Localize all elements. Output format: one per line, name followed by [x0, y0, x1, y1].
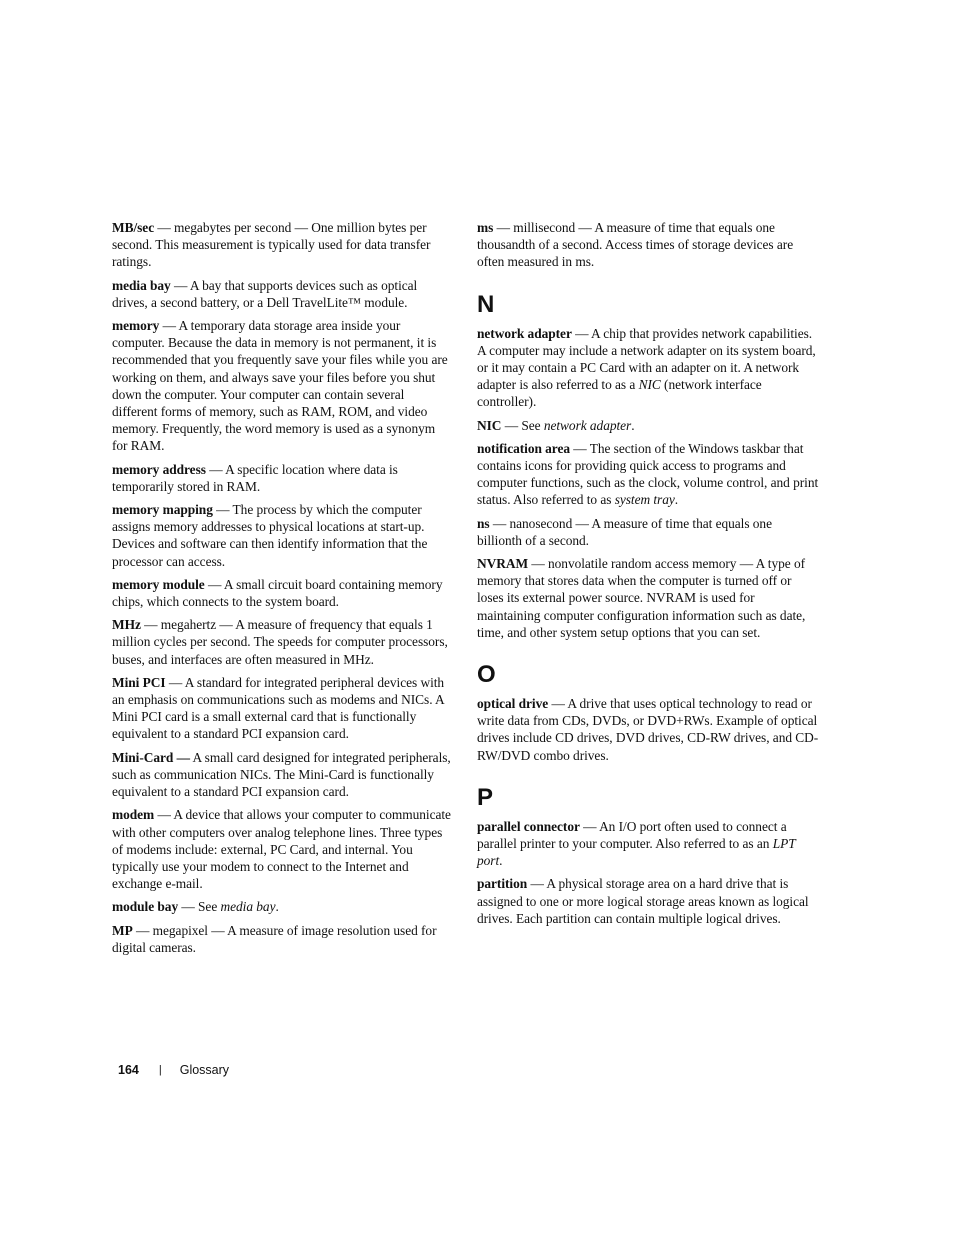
glossary-entry-modem: modem — A device that allows your computer to communicate with other computers over analog telephone lines. Three types of modems include: external, PC Card, and internal. You typically use your modem to connect to the Internet and exchange e-mail. — [112, 807, 451, 892]
term: MHz — [112, 617, 141, 633]
definition: An I/O port often used to connect a parallel printer to your computer. Also referred to as an — [477, 818, 787, 852]
definition: A small circuit board containing memory chips, which connects to the system board. — [112, 576, 443, 610]
cross-reference: media bay — [220, 899, 276, 915]
definition: millisecond — A measure of time that equals one thousandth of a second. Access times of storage devices are often measured in ms. — [477, 220, 794, 270]
glossary-entry-notification-area: notification area — The section of the Windows taskbar that contains icons for providing quick access to programs and computer functions, such as the clock, volume control, and print status. Also referred to as system tray. — [477, 440, 819, 508]
glossary-entry-memory-mapping: memory mapping — The process by which the computer assigns memory addresses to physical locations at start-up. Devices and software can then identify information that the processor can access. — [112, 502, 428, 569]
term: ns — [477, 515, 490, 531]
definition: A small card designed for integrated peripherals, such as communication NICs. The Mini-Card is functionally equivalent to a standard PCI expansion card. — [112, 749, 451, 800]
section-heading-n: N — [477, 290, 495, 318]
term: notification area — [477, 440, 570, 456]
term: memory — [112, 318, 160, 334]
page-number: 164 — [118, 1063, 139, 1077]
definition: nonvolatile random access memory — A type of memory that stores data when the computer is turned off or loses its external power source. NVRAM is used for maintaining computer configuration information such as date, time, and other system setup options that you can set. — [477, 556, 806, 640]
section-heading-p: P — [477, 783, 494, 811]
definition: nanosecond — A measure of time that equals one billionth of a second. — [477, 515, 772, 548]
term: NVRAM — [477, 556, 529, 572]
glossary-entry-partition: partition — A physical storage area on a hard drive that is assigned to one or more logical storage areas known as logical drives. Each partition can contain multiple logical drives. — [477, 876, 809, 926]
section-heading-o: O — [477, 661, 496, 689]
definition: megapixel — A measure of image resolution used for digital cameras. — [112, 922, 437, 955]
definition: megabytes per second — One million bytes per second. This measurement is typically used for data transfer ratings. — [112, 220, 431, 270]
definition: A physical storage area on a hard drive that is assigned to one or more logical storage areas known as logical drives. Each partition can contain multiple logical drives. — [477, 876, 809, 926]
definition: The section of the Windows taskbar that contains icons for providing quick access to programs and computer functions, such as the clock, volume control, and print status. Also referred to as — [477, 440, 819, 508]
term: MP — [112, 922, 133, 938]
glossary-entry-nic: NIC — See network adapter. — [477, 417, 635, 433]
term: memory mapping — [112, 502, 213, 518]
term: memory module — [112, 576, 205, 592]
definition: A device that allows your computer to communicate with other computers over analog telephone lines. Three types of modems include: external, PC Card, and internal. You typically use your modem to connect to the Internet and exchange e-mail. — [112, 807, 451, 892]
glossary-entry-mhz: MHz — megahertz — A measure of frequency that equals 1 million cycles per second. The speeds for computer processors, buses, and interfaces are often measured in MHz. — [112, 617, 448, 667]
term: MB/sec — [112, 220, 155, 235]
term: Mini-Card — [112, 749, 174, 765]
glossary-entry-mini-pci: Mini PCI — A standard for integrated peripheral devices with an emphasis on communications such as modems and NICs. A Mini PCI card is a small external card that is functionally equivalent to a standard PCI expansion card. — [112, 674, 445, 742]
glossary-entry-nvram: NVRAM — nonvolatile random access memory — A type of memory that stores data when the computer is turned off or loses its external power source. NVRAM is used for maintaining computer configuration information such as date, time, and other system setup options that you can set. — [477, 556, 806, 640]
cross-reference: system tray — [614, 492, 675, 508]
definition: A drive that uses optical technology to read or write data from CDs, DVDs, or DVD+RWs. Example of optical drives include CD drives, DVD drives, CD-RW drives, and CD-RW/DVD combo drives. — [477, 696, 819, 763]
glossary-entry-mb-sec: MB/sec — megabytes per second — One million bytes per second. This measurement is typically used for data transfer ratings. — [112, 220, 431, 270]
term: network adapter — [477, 325, 572, 341]
definition: The process by which the computer assigns memory addresses to physical locations at start-up. Devices and software can then identify information that the processor can access. — [112, 502, 428, 569]
glossary-entry-network-adapter: network adapter — A chip that provides network capabilities. A computer may include a network adapter on its system board, or it may contain a PC Card with an adapter on it. A network adapter is also referred to as a NIC (network interface controller). — [477, 325, 816, 410]
term: parallel connector — [477, 818, 580, 834]
left-column — [112, 219, 452, 962]
definition: A standard for integrated peripheral devices with an emphasis on communications such as modems and NICs. A Mini PCI card is a small external card that is functionally equivalent to a standard PCI expansion card. — [112, 674, 445, 742]
glossary-entry-memory-module: memory module — A small circuit board containing memory chips, which connects to the system board. — [112, 576, 443, 610]
right-column — [477, 219, 819, 933]
glossary-entry-media-bay: media bay — A bay that supports devices such as optical drives, a second battery, or a Dell TravelLite™ module. — [112, 277, 418, 310]
page-footer — [118, 1060, 229, 1080]
term: NIC — [477, 417, 502, 433]
definition: A chip that provides network capabilities. A computer may include a network adapter on its system board, or it may contain a PC Card with an adapter on it. A network adapter is also referred to as a — [477, 325, 816, 393]
definition: See — [521, 417, 544, 433]
footer-separator: | — [158, 1064, 162, 1076]
glossary-entry-ns: ns — nanosecond — A measure of time that equals one billionth of a second. — [477, 515, 772, 548]
term: ms — [477, 220, 494, 235]
term: module bay — [112, 899, 179, 915]
term: optical drive — [477, 696, 549, 712]
term: Mini PCI — [112, 674, 166, 690]
cross-reference: NIC — [638, 377, 661, 393]
glossary-entry-optical-drive: optical drive — A drive that uses optical technology to read or write data from CDs, DVDs, or DVD+RWs. Example of optical drives include CD drives, DVD drives, CD-RW drives, and CD-RW/DVD combo drives. — [477, 696, 819, 763]
glossary-entry-memory-address: memory address — A specific location where data is temporarily stored in RAM. — [112, 461, 398, 494]
cross-reference: network adapter — [543, 417, 632, 433]
glossary-entry-mini-card: Mini-Card — A small card designed for integrated peripherals, such as communication NICs. The Mini-Card is functionally equivalent to a standard PCI expansion card. — [112, 749, 451, 800]
glossary-entry-module-bay: module bay — See media bay. — [112, 899, 279, 915]
glossary-entry-memory: memory — A temporary data storage area inside your computer. Because the data in memory is not permanent, it is recommended that you frequently save your files while you are working on them, and always save your files before you shut down the computer. Your computer can contain several different forms of memory, such as RAM, ROM, and video memory. Frequently, the word memory is used as a synonym for RAM. — [112, 318, 448, 454]
glossary-entry-mp: MP — megapixel — A measure of image resolution used for digital cameras. — [112, 922, 437, 955]
definition: megahertz — A measure of frequency that equals 1 million cycles per second. The speeds for computer processors, buses, and interfaces are often measured in MHz. — [112, 617, 448, 667]
glossary-entry-ms: ms — millisecond — A measure of time that equals one thousandth of a second. Access times of storage devices are often measured in ms. — [477, 220, 794, 270]
section-title: Glossary — [179, 1063, 230, 1077]
definition: See — [198, 899, 221, 915]
glossary-entry-parallel-connector: parallel connector — An I/O port often used to connect a parallel printer to your computer. Also referred to as an LPT port. — [477, 818, 796, 869]
definition: A specific location where data is temporarily stored in RAM. — [112, 461, 398, 494]
cross-reference: LPT port — [477, 836, 796, 869]
term: modem — [112, 807, 155, 823]
term: memory address — [112, 461, 206, 477]
definition: A temporary data storage area inside your computer. Because the data in memory is not permanent, it is recommended that you frequently save your files while you are working on them, and always save your files before you shut down the computer. Your computer can contain several different forms of memory, such as RAM, ROM, and video memory. Frequently, the word memory is used as a synonym for RAM. — [112, 318, 448, 454]
term: media bay — [112, 277, 171, 293]
definition: A bay that supports devices such as optical drives, a second battery, or a Dell TravelLite™ module. — [112, 277, 418, 310]
term: partition — [477, 876, 528, 892]
